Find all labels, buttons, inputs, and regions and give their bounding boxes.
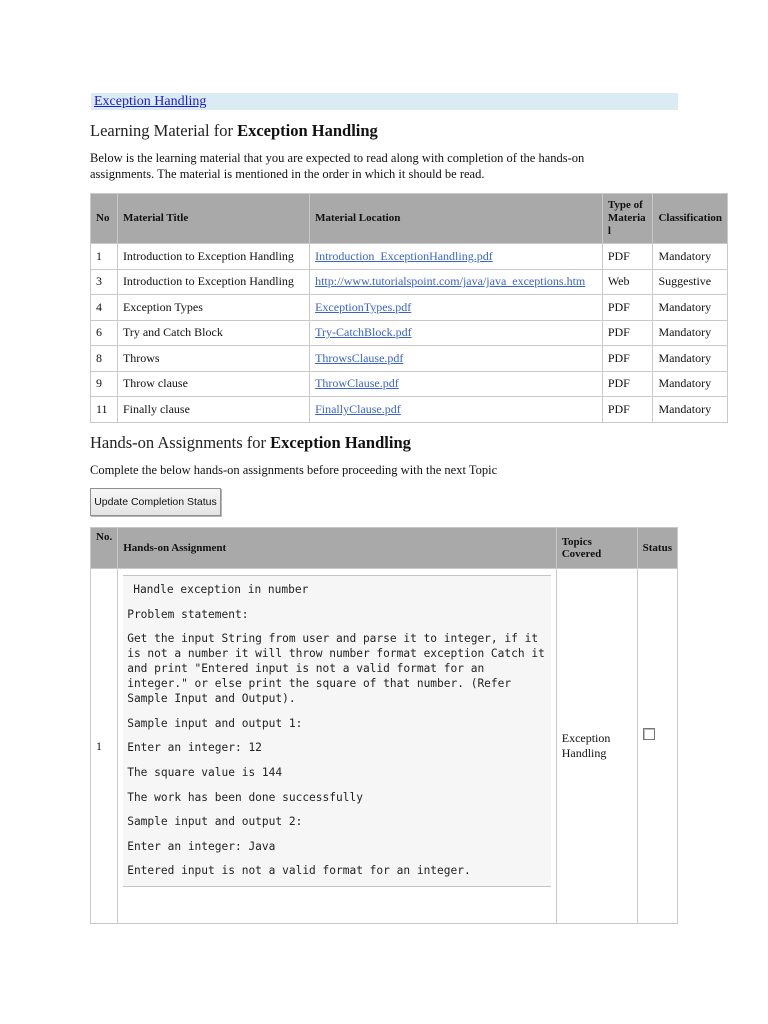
- material-location-link[interactable]: FinallyClause.pdf: [315, 401, 401, 416]
- material-classification: Mandatory: [653, 397, 728, 423]
- hands-on-table: [90, 527, 678, 924]
- heading-prefix: Hands-on Assignments for: [90, 433, 271, 452]
- hands-on-heading: [90, 433, 411, 453]
- assignment-cell: [118, 569, 557, 924]
- column-header-type: Type of Material: [602, 194, 653, 244]
- problem-line: Enter an integer: 12: [127, 741, 262, 755]
- material-location-cell: [310, 320, 603, 346]
- problem-line: The work has been done successfully: [127, 790, 363, 804]
- material-title: Throws: [117, 346, 309, 372]
- material-classification: Suggestive: [653, 269, 728, 295]
- material-location-link[interactable]: ThrowClause.pdf: [315, 376, 399, 391]
- material-type: PDF: [602, 320, 653, 346]
- material-type: PDF: [602, 295, 653, 321]
- material-title: Finally clause: [117, 397, 309, 423]
- material-type: Web: [602, 269, 653, 295]
- material-title: Throw clause: [117, 371, 309, 397]
- topic-link[interactable]: Exception Handling: [94, 94, 207, 109]
- table-row: [91, 244, 728, 270]
- column-header-status: Status: [637, 528, 677, 569]
- material-classification: Mandatory: [653, 371, 728, 397]
- material-location-cell: [310, 371, 603, 397]
- column-header-no: No.: [91, 528, 118, 569]
- table-header-row: [91, 528, 678, 569]
- learning-material-heading: [90, 121, 378, 141]
- material-title: Try and Catch Block: [117, 320, 309, 346]
- material-location-link[interactable]: http://www.tutorialspoint.com/java/java_exceptions.htm: [315, 274, 586, 289]
- row-no: 6: [91, 320, 118, 346]
- material-location-cell: [310, 397, 603, 423]
- material-classification: Mandatory: [653, 346, 728, 372]
- hands-on-description: Complete the below hands-on assignments before proceeding with the next Topic: [90, 463, 498, 477]
- column-header-no: No: [91, 194, 118, 244]
- status-checkbox[interactable]: [643, 728, 655, 740]
- status-cell: [637, 569, 677, 924]
- problem-block: [123, 575, 551, 887]
- row-no: 1: [91, 244, 118, 270]
- material-classification: Mandatory: [653, 244, 728, 270]
- learning-material-table: [90, 193, 728, 423]
- material-type: PDF: [602, 346, 653, 372]
- row-no: 11: [91, 397, 118, 423]
- assignment-title: Handle exception in number: [133, 583, 309, 596]
- column-header-location: Material Location: [310, 194, 603, 244]
- table-row: [91, 371, 728, 397]
- material-location-link[interactable]: ExceptionTypes.pdf: [315, 299, 412, 314]
- material-title: Introduction to Exception Handling: [117, 244, 309, 270]
- table-row: [91, 295, 728, 321]
- update-completion-status-button[interactable]: [90, 488, 221, 516]
- material-classification: Mandatory: [653, 295, 728, 321]
- material-type: PDF: [602, 244, 653, 270]
- row-no: 8: [91, 346, 118, 372]
- table-row: [91, 397, 728, 423]
- table-header-row: [91, 194, 728, 244]
- problem-line: Enter an integer: Java: [127, 839, 276, 853]
- assignment-no: 1: [91, 569, 118, 924]
- table-row: [91, 569, 678, 924]
- material-location-cell: [310, 295, 603, 321]
- material-location-cell: [310, 346, 603, 372]
- problem-line: Get the input String from user and parse it to integer, if it is not a number it will throw number format exception Catch it and print "Entered input is not a valid format for an integer." or else print the square of that number. (Refer Sample Input and Output).: [127, 632, 545, 706]
- problem-line: The square value is 144: [127, 765, 283, 779]
- heading-topic: Exception Handling: [237, 121, 378, 140]
- material-location-link[interactable]: Try-CatchBlock.pdf: [315, 325, 412, 340]
- row-no: 9: [91, 371, 118, 397]
- table-row: [91, 346, 728, 372]
- table-row: [91, 320, 728, 346]
- column-header-topics: Topics Covered: [556, 528, 637, 569]
- problem-line: Sample input and output 1:: [127, 716, 303, 730]
- button-label: Update Completion Status: [94, 496, 217, 508]
- heading-topic: Exception Handling: [270, 433, 411, 452]
- material-location-cell: [310, 244, 603, 270]
- material-classification: Mandatory: [653, 320, 728, 346]
- column-header-assignment: Hands-on Assignment: [118, 528, 557, 569]
- column-header-classification: Classification: [653, 194, 728, 244]
- problem-line: Sample input and output 2:: [127, 815, 303, 829]
- row-no: 3: [91, 269, 118, 295]
- topics-covered: Exception Handling: [556, 569, 637, 924]
- learning-description: Below is the learning material that you are expected to read along with completion of the hands-on assignments. The material is mentioned in the order in which it should be read.: [90, 151, 585, 181]
- problem-line: Problem statement:: [127, 607, 249, 621]
- material-location-link[interactable]: ThrowsClause.pdf: [315, 350, 404, 365]
- row-no: 4: [91, 295, 118, 321]
- column-header-title: Material Title: [117, 194, 309, 244]
- topic-breadcrumb-bar: [91, 93, 678, 110]
- material-location-link[interactable]: Introduction_ExceptionHandling.pdf: [315, 248, 493, 263]
- material-type: PDF: [602, 397, 653, 423]
- material-type: PDF: [602, 371, 653, 397]
- material-title: Exception Types: [117, 295, 309, 321]
- table-row: [91, 269, 728, 295]
- problem-line: Entered input is not a valid format for an integer.: [127, 864, 471, 878]
- material-title: Introduction to Exception Handling: [117, 269, 309, 295]
- heading-prefix: Learning Material for: [90, 121, 238, 140]
- material-location-cell: [310, 269, 603, 295]
